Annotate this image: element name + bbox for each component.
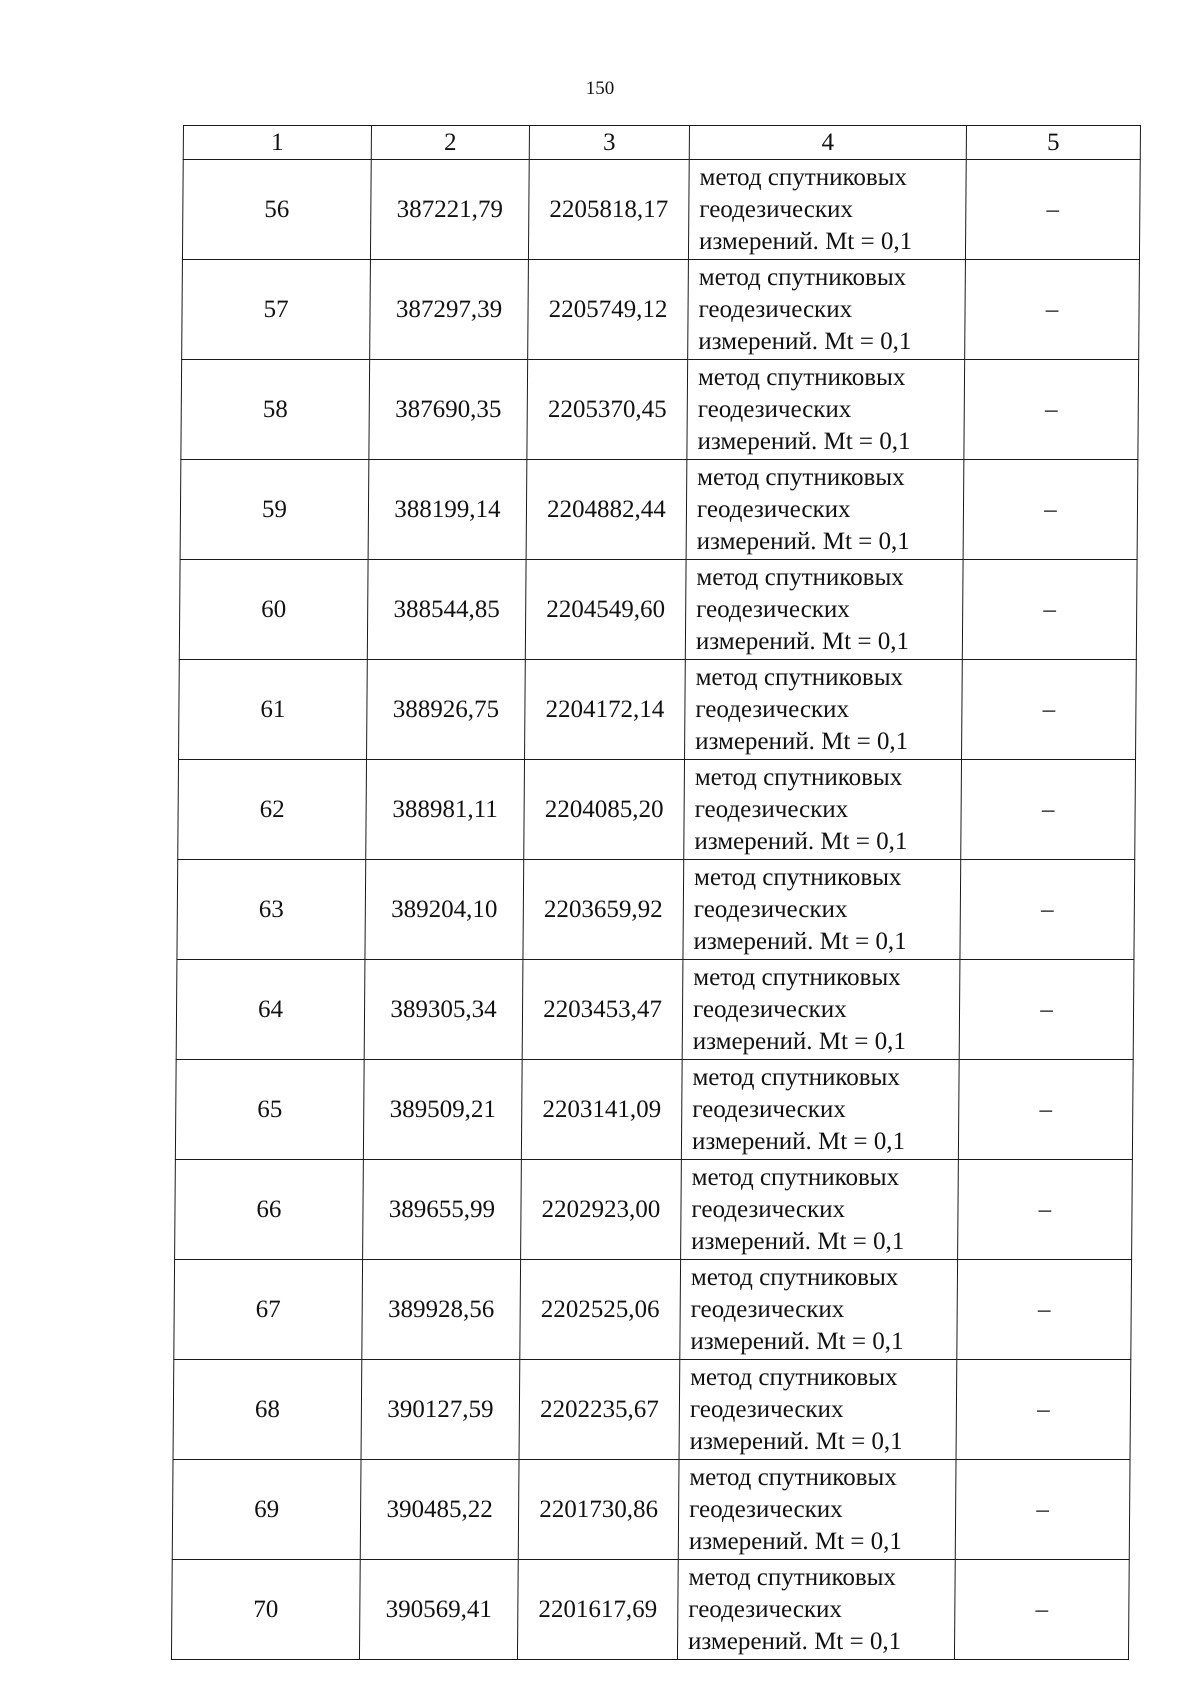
method-line: измерений. Mt = 0,1	[695, 627, 910, 655]
x-coordinate-cell: 389305,34	[364, 960, 523, 1060]
method-line: метод спутниковых	[689, 1463, 897, 1491]
y-coordinate-cell: 2205749,12	[528, 260, 689, 360]
method-line: измерений. Mt = 0,1	[698, 227, 913, 255]
note-cell: –	[958, 1160, 1133, 1260]
method-line: измерений. Mt = 0,1	[691, 1227, 905, 1255]
method-line: измерений. Mt = 0,1	[694, 827, 908, 855]
point-number-cell: 66	[175, 1160, 364, 1260]
x-coordinate-cell: 387690,35	[369, 360, 528, 460]
method-line: метод спутниковых	[695, 663, 904, 691]
note-cell: –	[956, 1360, 1131, 1460]
point-number-cell: 68	[173, 1360, 362, 1460]
method-cell	[686, 460, 964, 560]
y-coordinate-cell: 2201730,86	[518, 1460, 679, 1560]
point-number-cell: 63	[177, 860, 366, 960]
note-cell: –	[962, 660, 1137, 760]
x-coordinate-cell: 389928,56	[362, 1260, 521, 1360]
method-cell	[684, 760, 962, 860]
table-row	[182, 160, 1140, 260]
method-cell	[685, 560, 963, 660]
method-text	[685, 662, 962, 758]
point-number-cell: 57	[182, 260, 371, 360]
method-text	[687, 462, 964, 558]
note-cell: –	[961, 760, 1136, 860]
note-cell: –	[954, 1560, 1129, 1660]
table-row	[179, 660, 1137, 760]
table-row	[181, 360, 1139, 460]
note-cell: –	[955, 1460, 1130, 1560]
method-text	[689, 162, 966, 258]
column-header-1: 1	[183, 126, 371, 160]
method-text	[679, 1462, 956, 1558]
method-line: метод спутниковых	[694, 763, 903, 791]
method-cell	[683, 860, 961, 960]
method-line: метод спутниковых	[693, 963, 901, 991]
method-cell	[685, 660, 963, 760]
method-line: геодезических	[695, 695, 850, 723]
method-line: измерений. Mt = 0,1	[687, 1627, 902, 1655]
y-coordinate-cell: 2204085,20	[524, 760, 685, 860]
method-cell	[688, 260, 966, 360]
point-number-cell: 64	[176, 960, 365, 1060]
table-body	[171, 160, 1140, 1660]
y-coordinate-cell: 2204882,44	[526, 460, 687, 560]
method-line: измерений. Mt = 0,1	[693, 927, 907, 955]
x-coordinate-cell: 389509,21	[363, 1060, 522, 1160]
column-header-2: 2	[371, 126, 529, 160]
method-line: измерений. Mt = 0,1	[695, 727, 909, 755]
method-line: измерений. Mt = 0,1	[698, 327, 912, 355]
method-line: метод спутниковых	[696, 563, 904, 591]
y-coordinate-cell: 2201617,69	[517, 1560, 678, 1660]
x-coordinate-cell: 390569,41	[359, 1560, 518, 1660]
method-line: метод спутниковых	[691, 1163, 900, 1191]
method-line: измерений. Mt = 0,1	[692, 1027, 906, 1055]
note-cell: –	[965, 260, 1140, 360]
note-cell: –	[965, 160, 1140, 260]
point-number-cell: 67	[174, 1260, 363, 1360]
method-line: измерений. Mt = 0,1	[689, 1427, 903, 1455]
method-line: геодезических	[694, 795, 849, 823]
method-line: геодезических	[699, 195, 854, 223]
method-text	[680, 1262, 957, 1358]
method-text	[688, 262, 965, 358]
x-coordinate-cell: 389655,99	[363, 1160, 522, 1260]
method-line: метод спутниковых	[690, 1263, 899, 1291]
table-row	[179, 560, 1137, 660]
table-row	[175, 1160, 1133, 1260]
table-row	[174, 1260, 1132, 1360]
table-row	[175, 1060, 1133, 1160]
coordinates-table	[171, 125, 1141, 1660]
method-line: геодезических	[693, 895, 848, 923]
method-line: метод спутниковых	[693, 863, 902, 891]
y-coordinate-cell: 2203141,09	[521, 1060, 682, 1160]
method-line: метод спутниковых	[697, 363, 906, 391]
table-row	[176, 960, 1134, 1060]
method-cell	[681, 1160, 959, 1260]
method-line: метод спутниковых	[690, 1363, 898, 1391]
column-header-4: 4	[689, 126, 966, 160]
method-line: метод спутниковых	[692, 1063, 901, 1091]
point-number-cell: 65	[175, 1060, 364, 1160]
point-number-cell: 60	[179, 560, 368, 660]
x-coordinate-cell: 390485,22	[360, 1460, 519, 1560]
x-coordinate-cell: 387297,39	[370, 260, 529, 360]
page-number: 150	[585, 78, 615, 99]
method-line: метод спутниковых	[688, 1563, 897, 1591]
point-number-cell: 61	[179, 660, 368, 760]
x-coordinate-cell: 388981,11	[366, 760, 525, 860]
method-line: измерений. Mt = 0,1	[690, 1327, 904, 1355]
x-coordinate-cell: 388199,14	[368, 460, 527, 560]
method-line: измерений. Mt = 0,1	[691, 1127, 906, 1155]
method-line: метод спутниковых	[699, 163, 908, 191]
table-row	[173, 1360, 1131, 1460]
method-line: геодезических	[692, 1095, 846, 1123]
method-cell	[678, 1460, 956, 1560]
y-coordinate-cell: 2202525,06	[520, 1260, 681, 1360]
y-coordinate-cell: 2204172,14	[525, 660, 686, 760]
x-coordinate-cell: 388926,75	[367, 660, 526, 760]
point-number-cell: 62	[178, 760, 367, 860]
method-line: геодезических	[698, 295, 853, 323]
table-row	[180, 460, 1138, 560]
x-coordinate-cell: 390127,59	[361, 1360, 520, 1460]
note-cell: –	[964, 360, 1139, 460]
column-header-5: 5	[966, 126, 1140, 160]
y-coordinate-cell: 2202923,00	[521, 1160, 682, 1260]
method-text	[684, 762, 961, 858]
method-cell	[688, 160, 966, 260]
x-coordinate-cell: 388544,85	[367, 560, 526, 660]
table-row	[177, 860, 1135, 960]
method-line: метод спутниковых	[698, 263, 907, 291]
table-row	[171, 1560, 1129, 1660]
table-header-row	[183, 126, 1140, 160]
note-cell: –	[960, 860, 1135, 960]
method-cell	[679, 1360, 957, 1460]
point-number-cell: 69	[172, 1460, 361, 1560]
note-cell: –	[958, 1060, 1133, 1160]
x-coordinate-cell: 389204,10	[365, 860, 524, 960]
y-coordinate-cell: 2203453,47	[522, 960, 683, 1060]
method-text	[680, 1362, 957, 1458]
method-text	[678, 1562, 955, 1658]
method-line: геодезических	[692, 995, 847, 1023]
method-text	[687, 362, 964, 458]
method-line: геодезических	[690, 1295, 845, 1323]
note-cell: –	[959, 960, 1134, 1060]
method-line: геодезических	[689, 1395, 844, 1423]
method-line: геодезических	[689, 1495, 843, 1523]
method-cell	[687, 360, 965, 460]
point-number-cell: 70	[171, 1560, 360, 1660]
method-line: геодезических	[696, 495, 851, 523]
method-line: измерений. Mt = 0,1	[696, 527, 910, 555]
y-coordinate-cell: 2204549,60	[525, 560, 686, 660]
method-line: геодезических	[696, 595, 850, 623]
point-number-cell: 56	[182, 160, 371, 260]
note-cell: –	[957, 1260, 1132, 1360]
table-row	[172, 1460, 1130, 1560]
method-text	[686, 562, 963, 658]
method-line: метод спутниковых	[697, 463, 905, 491]
y-coordinate-cell: 2202235,67	[519, 1360, 680, 1460]
x-coordinate-cell: 387221,79	[370, 160, 529, 260]
method-text	[682, 1062, 959, 1158]
note-cell: –	[963, 460, 1138, 560]
y-coordinate-cell: 2205818,17	[528, 160, 689, 260]
method-line: геодезических	[688, 1595, 843, 1623]
method-cell	[677, 1560, 955, 1660]
method-line: геодезических	[697, 395, 852, 423]
table-row	[178, 760, 1136, 860]
note-cell: –	[962, 560, 1137, 660]
point-number-cell: 58	[181, 360, 370, 460]
method-text	[683, 962, 960, 1058]
point-number-cell: 59	[180, 460, 369, 560]
method-text	[681, 1162, 958, 1258]
y-coordinate-cell: 2205370,45	[527, 360, 688, 460]
method-line: геодезических	[691, 1195, 846, 1223]
method-line: измерений. Mt = 0,1	[688, 1527, 903, 1555]
method-cell	[681, 1060, 959, 1160]
method-text	[683, 862, 960, 958]
y-coordinate-cell: 2203659,92	[523, 860, 684, 960]
column-header-3: 3	[529, 126, 689, 160]
method-cell	[682, 960, 960, 1060]
table-row	[182, 260, 1140, 360]
method-cell	[680, 1260, 958, 1360]
method-line: измерений. Mt = 0,1	[697, 427, 911, 455]
